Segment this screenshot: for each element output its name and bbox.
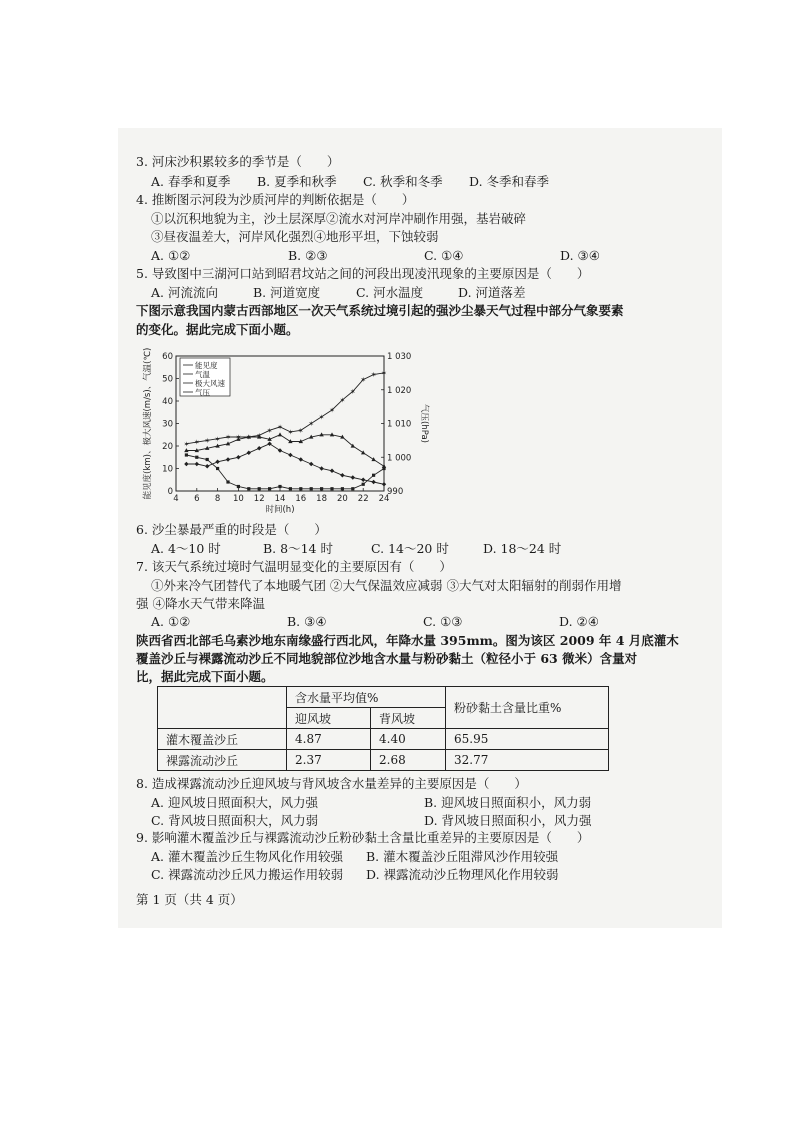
x-tick-label: 10 bbox=[232, 494, 244, 504]
data-point bbox=[278, 485, 281, 488]
data-point bbox=[330, 487, 333, 490]
y-left-tick-label: 40 bbox=[162, 397, 173, 407]
data-point: ✶ bbox=[360, 376, 367, 385]
data-point bbox=[278, 448, 282, 452]
y-left-tick-label: 60 bbox=[162, 352, 173, 362]
q5-option-a: A. 河流流向 bbox=[151, 285, 218, 300]
x-tick-label: 22 bbox=[357, 494, 369, 504]
data-point bbox=[184, 462, 188, 466]
table-cell-clay: 32.77 bbox=[446, 750, 609, 771]
legend-label: 气压 bbox=[195, 388, 210, 397]
data-point bbox=[215, 460, 219, 464]
data-point bbox=[226, 480, 229, 483]
y-left-tick-label: 10 bbox=[162, 464, 173, 475]
q9-option-d: D. 裸露流动沙丘物理风化作用较弱 bbox=[366, 867, 559, 882]
x-tick-label: 6 bbox=[194, 494, 200, 504]
q4-option-d: D. ③④ bbox=[560, 248, 600, 263]
data-point bbox=[351, 487, 354, 490]
legend-label: 气温 bbox=[195, 370, 210, 379]
y-left-tick-label: 20 bbox=[162, 442, 173, 452]
data-point: ✶ bbox=[225, 433, 231, 442]
data-point: ✶ bbox=[329, 406, 335, 415]
q4-stem: 4. 推断图示河段为沙质河岸的判断依据是（ ） bbox=[136, 192, 415, 207]
q4-item-line-2: ③昼夜温差大，河岸风化强烈④地形平坦，下蚀较弱 bbox=[151, 229, 439, 244]
data-point bbox=[382, 464, 386, 468]
data-point bbox=[371, 480, 375, 484]
data-point: ✶ bbox=[381, 369, 387, 378]
q5-stem: 5. 导致图中三湖河口站到昭君坟站之间的河段出现凌汛现象的主要原因是（ ） bbox=[136, 266, 590, 281]
q7-item-line-2: 强 ④降水天气带来降温 bbox=[136, 596, 265, 611]
q3-option-b: B. 夏季和秋季 bbox=[257, 174, 337, 189]
data-point: ✶ bbox=[235, 433, 242, 442]
q5-option-b: B. 河道宽度 bbox=[253, 285, 321, 300]
data-point bbox=[206, 458, 209, 461]
q6-option-d: D. 18～24 时 bbox=[483, 541, 562, 556]
page-footer: 第 1 页（共 4 页） bbox=[136, 892, 243, 907]
data-point bbox=[362, 483, 365, 486]
data-point: ✶ bbox=[266, 426, 273, 435]
table-corner-cell bbox=[158, 687, 287, 729]
table-cell-clay: 65.95 bbox=[446, 729, 609, 750]
q4-option-c: C. ①④ bbox=[424, 248, 464, 263]
q7-stem: 7. 该天气系统过境时气温明显变化的主要原因有（ ） bbox=[136, 559, 452, 574]
intro2-line-1: 陕西省西北部毛乌素沙地东南缘盛行西北风，年降水量 395mm。图为该区 2009 年 4 月底灌木 bbox=[136, 633, 679, 648]
x-axis-label: 时间(h) bbox=[265, 505, 295, 515]
data-point bbox=[310, 487, 313, 490]
y-right-tick-label: 1 000 bbox=[387, 453, 412, 464]
data-point bbox=[278, 432, 282, 436]
data-point bbox=[309, 462, 313, 466]
data-point bbox=[382, 482, 386, 486]
data-point: ✶ bbox=[183, 440, 190, 449]
intro1-line-2: 的变化。据此完成下面小题。 bbox=[136, 322, 299, 337]
x-tick-label: 12 bbox=[253, 494, 265, 504]
data-point: ✶ bbox=[204, 436, 211, 445]
data-point: ✶ bbox=[339, 396, 346, 405]
sand-dune-data-table bbox=[157, 686, 609, 771]
x-tick-label: 16 bbox=[295, 494, 307, 504]
data-point bbox=[289, 487, 292, 490]
series-line-2 bbox=[186, 444, 384, 485]
x-tick-label: 14 bbox=[274, 494, 286, 504]
q7-item-line-1: ①外来冷气团替代了本地暖气团 ②大气保温效应减弱 ③大气对太阳辐射的削弱作用增 bbox=[151, 578, 622, 593]
data-point bbox=[341, 487, 344, 490]
legend-label: 能见度 bbox=[195, 361, 218, 370]
y-left-tick-label: 30 bbox=[162, 419, 173, 430]
data-point: ✶ bbox=[277, 423, 283, 432]
data-point bbox=[258, 487, 261, 490]
table-cell-leeward: 2.68 bbox=[371, 750, 446, 771]
data-point: ✶ bbox=[287, 428, 294, 437]
q4-option-a: A. ①② bbox=[151, 248, 191, 263]
y-right-tick-label: 1 020 bbox=[387, 385, 412, 396]
q8-stem: 8. 造成裸露流动沙丘迎风坡与背风坡含水量差异的主要原因是（ ） bbox=[136, 776, 527, 791]
q3-option-c: C. 秋季和冬季 bbox=[363, 174, 443, 189]
data-point: ✶ bbox=[349, 388, 356, 397]
data-point bbox=[319, 466, 323, 470]
x-tick-label: 20 bbox=[336, 494, 348, 504]
q3-stem: 3. 河床沙积累较多的季节是（ ） bbox=[136, 154, 340, 169]
data-point bbox=[340, 473, 344, 477]
x-tick-label: 18 bbox=[316, 494, 328, 504]
q9-option-b: B. 灌木覆盖沙丘阻滞风沙作用较强 bbox=[366, 849, 559, 864]
q8-option-a: A. 迎风坡日照面积大，风力强 bbox=[151, 795, 318, 810]
table-header-leeward: 背风坡 bbox=[371, 708, 446, 729]
table-cell-dune-type: 裸露流动沙丘 bbox=[158, 750, 287, 771]
table-header-windward: 迎风坡 bbox=[287, 708, 371, 729]
data-point bbox=[288, 453, 292, 457]
table-row bbox=[158, 750, 609, 771]
q9-stem: 9. 影响灌木覆盖沙丘与裸露流动沙丘粉砂黏土含量比重差异的主要原因是（ ） bbox=[136, 830, 590, 845]
data-point bbox=[226, 457, 230, 461]
q4-item-line-1: ①以沉积地貌为主，沙土层深厚②流水对河岸冲刷作用强，基岩破碎 bbox=[151, 211, 527, 226]
q7-option-a: A. ①② bbox=[151, 614, 191, 629]
data-point bbox=[195, 456, 198, 459]
q4-option-b: B. ②③ bbox=[288, 248, 328, 263]
q6-option-a: A. 4～10 时 bbox=[151, 541, 221, 556]
data-point bbox=[268, 487, 271, 490]
y-right-axis-label: 气压(hPa) bbox=[419, 404, 429, 443]
y-right-tick-label: 990 bbox=[387, 487, 404, 497]
weather-elements-line-chart bbox=[140, 348, 430, 518]
data-point bbox=[361, 450, 365, 454]
data-point bbox=[237, 485, 240, 488]
y-right-tick-label: 1 030 bbox=[387, 352, 412, 362]
table-header-row bbox=[158, 687, 609, 708]
data-point bbox=[299, 457, 303, 461]
x-tick-label: 4 bbox=[173, 494, 179, 504]
q6-stem: 6. 沙尘暴最严重的时段是（ ） bbox=[136, 522, 327, 537]
data-point bbox=[330, 469, 334, 473]
data-point: ✶ bbox=[256, 431, 263, 440]
q5-option-c: C. 河水温度 bbox=[356, 285, 424, 300]
data-point: ✶ bbox=[245, 433, 252, 442]
data-point bbox=[247, 487, 250, 490]
data-point: ✶ bbox=[193, 438, 200, 447]
legend-label: 极大风速 bbox=[195, 379, 225, 388]
series-line-1 bbox=[186, 455, 384, 489]
data-point bbox=[320, 487, 323, 490]
data-point bbox=[247, 451, 251, 455]
data-point bbox=[216, 467, 219, 470]
data-point bbox=[371, 457, 375, 461]
q8-option-d: D. 背风坡日照面积小，风力强 bbox=[424, 813, 592, 828]
data-point: ✶ bbox=[370, 371, 377, 380]
data-point: ✶ bbox=[318, 413, 325, 422]
data-point bbox=[372, 474, 375, 477]
intro2-line-2: 覆盖沙丘与裸露流动沙丘不同地貌部位沙地含水量与粉砂黏土（粒径小于 63 微米）含量对 bbox=[136, 651, 638, 666]
table-header-clay: 粉砂黏土含量比重% bbox=[446, 687, 609, 729]
data-point: ✶ bbox=[308, 420, 315, 429]
x-tick-label: 24 bbox=[378, 494, 390, 504]
y-left-tick-label: 0 bbox=[167, 487, 173, 497]
table-cell-dune-type: 灌木覆盖沙丘 bbox=[158, 729, 287, 750]
data-point bbox=[185, 453, 188, 456]
q9-option-a: A. 灌木覆盖沙丘生物风化作用较强 bbox=[151, 849, 343, 864]
data-point bbox=[257, 446, 261, 450]
intro1-line-1: 下图示意我国内蒙古西部地区一次天气系统过境引起的强沙尘暴天气过程中部分气象要素 bbox=[136, 303, 624, 318]
q5-option-d: D. 河道落差 bbox=[458, 285, 526, 300]
y-right-tick-label: 1 010 bbox=[387, 419, 412, 430]
data-point bbox=[205, 464, 209, 468]
q7-option-b: B. ③④ bbox=[287, 614, 327, 629]
data-point bbox=[351, 475, 355, 479]
table-cell-leeward: 4.40 bbox=[371, 729, 446, 750]
q3-option-d: D. 冬季和春季 bbox=[469, 174, 550, 189]
intro2-line-3: 比，据此完成下面小题。 bbox=[136, 669, 274, 684]
table-cell-windward: 2.37 bbox=[287, 750, 371, 771]
q8-option-c: C. 背风坡日照面积大，风力弱 bbox=[151, 813, 319, 828]
table-header-moisture: 含水量平均值% bbox=[287, 687, 446, 708]
data-point: ✶ bbox=[297, 426, 304, 435]
table-cell-windward: 4.87 bbox=[287, 729, 371, 750]
data-point bbox=[361, 478, 365, 482]
y-left-tick-label: 50 bbox=[162, 374, 173, 385]
q8-option-b: B. 迎风坡日照面积小，风力弱 bbox=[424, 795, 592, 810]
table-row bbox=[158, 729, 609, 750]
y-left-axis-label: 能见度(km)、极大风速(m/s)、气温(℃) bbox=[143, 348, 153, 500]
q7-option-c: C. ①③ bbox=[423, 614, 463, 629]
data-point bbox=[236, 455, 240, 459]
data-point bbox=[195, 462, 199, 466]
q3-option-a: A. 春季和夏季 bbox=[151, 174, 231, 189]
q6-option-c: C. 14～20 时 bbox=[371, 541, 449, 556]
q6-option-b: B. 8～14 时 bbox=[263, 541, 333, 556]
data-point bbox=[299, 487, 302, 490]
data-point: ✶ bbox=[214, 435, 221, 444]
q9-option-c: C. 裸露流动沙丘风力搬运作用较弱 bbox=[151, 867, 344, 882]
q7-option-d: D. ②④ bbox=[559, 614, 599, 629]
x-tick-label: 8 bbox=[214, 494, 221, 504]
